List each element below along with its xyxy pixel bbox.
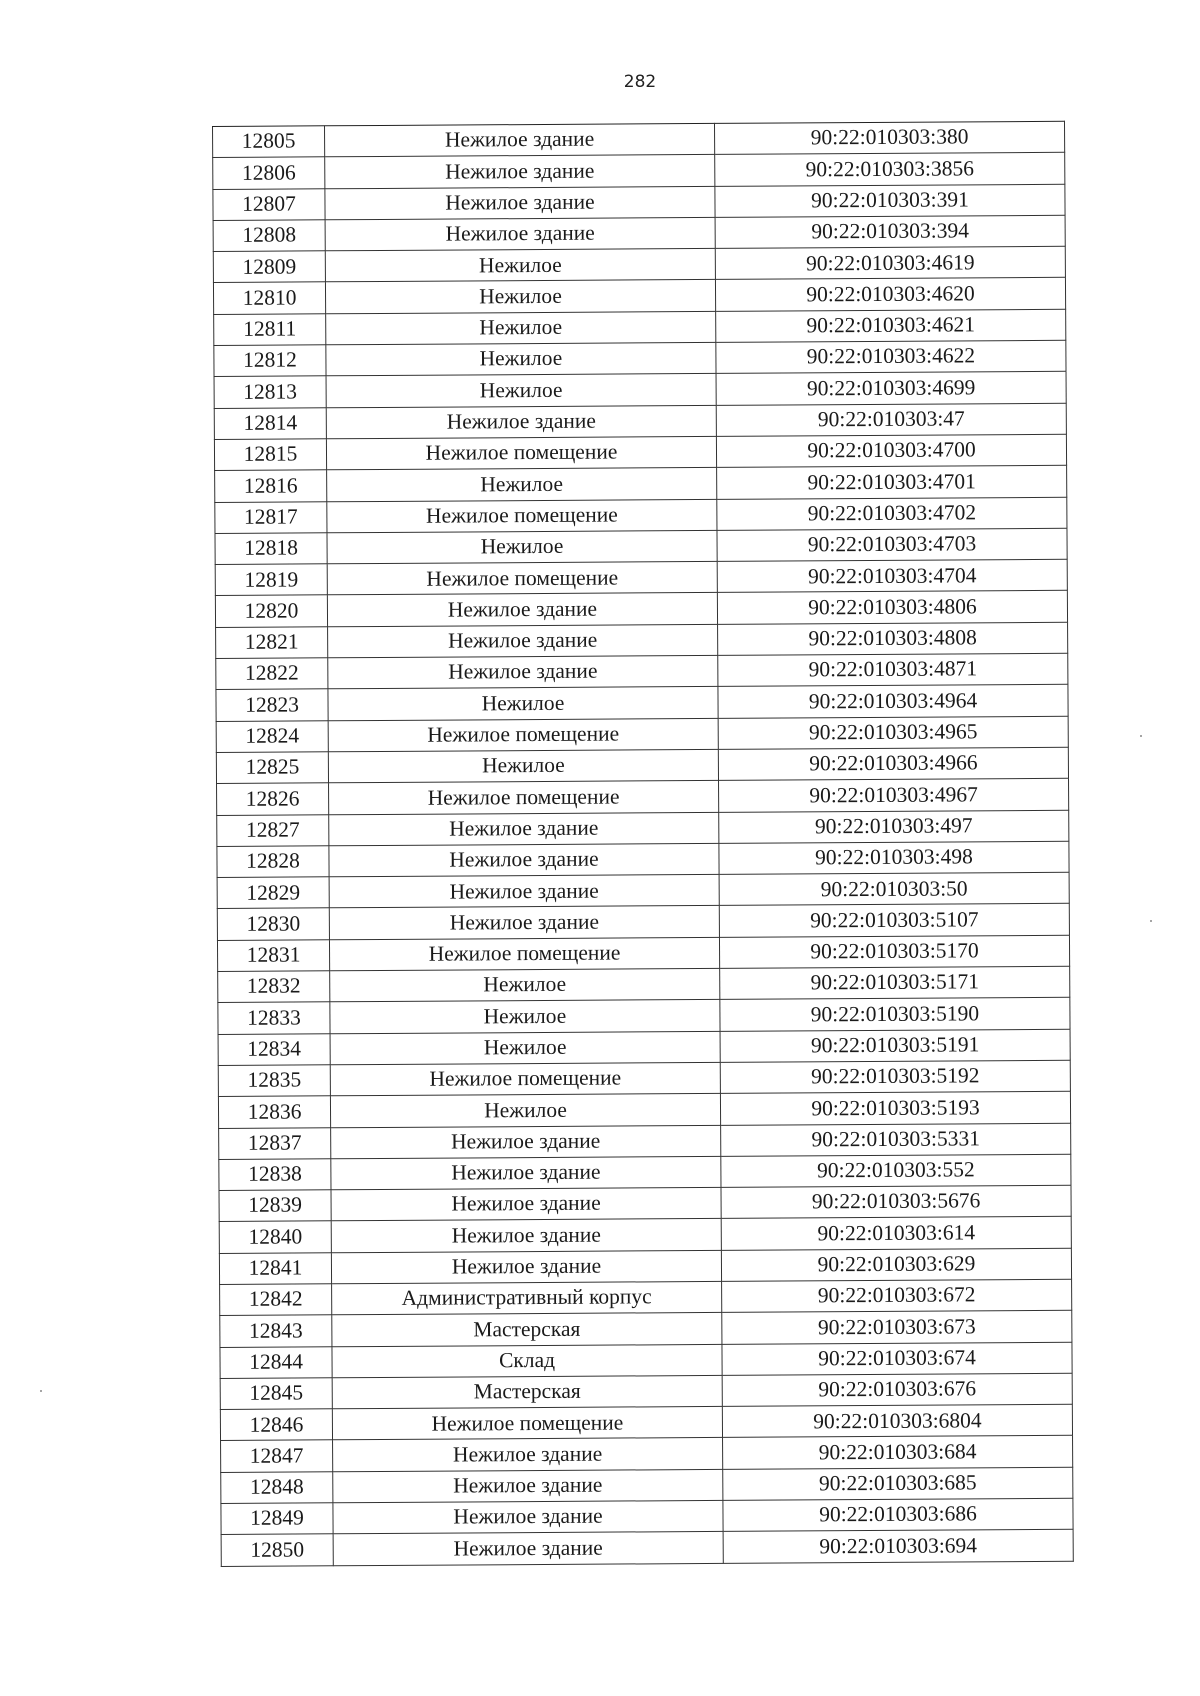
table-row bbox=[214, 372, 1066, 409]
table-row bbox=[221, 1436, 1073, 1473]
cadastral-number-cell: 90:22:010303:694 bbox=[723, 1530, 1073, 1563]
row-number-cell: 12835 bbox=[218, 1065, 330, 1097]
row-number-cell: 12843 bbox=[220, 1315, 332, 1347]
table-row bbox=[214, 340, 1066, 377]
table-row bbox=[220, 1342, 1072, 1379]
table-row bbox=[214, 309, 1066, 346]
table-row bbox=[218, 1060, 1070, 1097]
cadastral-number-cell: 90:22:010303:5107 bbox=[719, 904, 1069, 937]
object-name-cell: Нежилое здание bbox=[331, 1125, 721, 1159]
row-number-cell: 12806 bbox=[213, 157, 325, 189]
object-name-cell: Нежилое помещение bbox=[326, 436, 716, 470]
object-name-cell: Нежилое здание bbox=[325, 155, 715, 189]
row-number-cell: 12813 bbox=[214, 376, 326, 408]
object-name-cell: Нежилое bbox=[325, 280, 715, 314]
row-number-cell: 12846 bbox=[220, 1409, 332, 1441]
cadastral-number-cell: 90:22:010303:673 bbox=[722, 1311, 1072, 1344]
row-number-cell: 12810 bbox=[213, 282, 325, 314]
cadastral-number-cell: 90:22:010303:4621 bbox=[716, 309, 1066, 342]
table-row bbox=[220, 1404, 1072, 1441]
table-row bbox=[213, 278, 1065, 315]
row-number-cell: 12809 bbox=[213, 251, 325, 283]
table-row bbox=[220, 1373, 1072, 1410]
row-number-cell: 12819 bbox=[215, 564, 327, 596]
object-name-cell: Нежилое bbox=[328, 749, 718, 783]
row-number-cell: 12817 bbox=[215, 501, 327, 533]
cadastral-number-cell: 90:22:010303:674 bbox=[722, 1342, 1072, 1375]
object-name-cell: Нежилое bbox=[326, 311, 716, 345]
cadastral-number-cell: 90:22:010303:5170 bbox=[719, 935, 1069, 968]
table-row bbox=[220, 1279, 1072, 1316]
row-number-cell: 12840 bbox=[219, 1221, 331, 1253]
table-row bbox=[219, 1123, 1071, 1160]
table-row bbox=[215, 497, 1067, 534]
cadastral-number-cell: 90:22:010303:4871 bbox=[718, 653, 1068, 686]
cadastral-number-cell: 90:22:010303:672 bbox=[722, 1279, 1072, 1312]
object-name-cell: Нежилое здание bbox=[329, 812, 719, 846]
table-row bbox=[219, 1248, 1071, 1285]
row-number-cell: 12814 bbox=[214, 407, 326, 439]
row-number-cell: 12834 bbox=[218, 1033, 330, 1065]
row-number-cell: 12837 bbox=[219, 1127, 331, 1159]
object-name-cell: Нежилое bbox=[327, 468, 717, 502]
row-number-cell: 12844 bbox=[220, 1346, 332, 1378]
object-name-cell: Нежилое здание bbox=[331, 1188, 721, 1222]
row-number-cell: 12826 bbox=[217, 783, 329, 815]
row-number-cell: 12831 bbox=[217, 940, 329, 972]
row-number-cell: 12847 bbox=[221, 1440, 333, 1472]
scan-speck bbox=[1150, 920, 1152, 922]
cadastral-number-cell: 90:22:010303:4704 bbox=[717, 559, 1067, 592]
row-number-cell: 12830 bbox=[217, 908, 329, 940]
object-name-cell: Нежилое здание bbox=[331, 1219, 721, 1253]
cadastral-number-cell: 90:22:010303:685 bbox=[723, 1467, 1073, 1500]
cadastral-number-cell: 90:22:010303:4964 bbox=[718, 685, 1068, 718]
cadastral-number-cell: 90:22:010303:5191 bbox=[720, 1029, 1070, 1062]
object-name-cell: Нежилое здание bbox=[333, 1469, 723, 1503]
table-row bbox=[217, 841, 1069, 878]
cadastral-number-cell: 90:22:010303:5331 bbox=[721, 1123, 1071, 1156]
cadastral-number-cell: 90:22:010303:5676 bbox=[721, 1185, 1071, 1218]
row-number-cell: 12815 bbox=[214, 439, 326, 471]
object-name-cell: Нежилое bbox=[330, 968, 720, 1002]
cadastral-number-cell: 90:22:010303:4619 bbox=[715, 246, 1065, 279]
table-row bbox=[216, 747, 1068, 784]
row-number-cell: 12832 bbox=[218, 971, 330, 1003]
object-name-cell: Нежилое bbox=[330, 1000, 720, 1034]
object-name-cell: Нежилое помещение bbox=[328, 718, 718, 752]
cadastral-number-cell: 90:22:010303:4701 bbox=[717, 466, 1067, 499]
table-row bbox=[216, 622, 1068, 659]
row-number-cell: 12818 bbox=[215, 533, 327, 565]
table-row bbox=[218, 998, 1070, 1035]
table-row bbox=[220, 1311, 1072, 1348]
cadastral-number-cell: 90:22:010303:4700 bbox=[716, 434, 1066, 467]
object-name-cell: Нежилое помещение bbox=[327, 562, 717, 596]
cadastral-number-cell: 90:22:010303:4808 bbox=[718, 622, 1068, 655]
cadastral-number-cell: 90:22:010303:3856 bbox=[715, 153, 1065, 186]
row-number-cell: 12839 bbox=[219, 1190, 331, 1222]
object-name-cell: Нежилое помещение bbox=[329, 781, 719, 815]
object-name-cell: Нежилое bbox=[330, 1094, 720, 1128]
object-name-cell: Нежилое здание bbox=[326, 405, 716, 439]
table-row bbox=[216, 685, 1068, 722]
object-name-cell: Нежилое здание bbox=[325, 217, 715, 251]
registry-table bbox=[212, 121, 1074, 1567]
cadastral-number-cell: 90:22:010303:497 bbox=[719, 810, 1069, 843]
row-number-cell: 12842 bbox=[220, 1284, 332, 1316]
table-row bbox=[217, 872, 1069, 909]
table-row bbox=[218, 1029, 1070, 1066]
row-number-cell: 12822 bbox=[216, 658, 328, 690]
table-row bbox=[213, 246, 1065, 283]
table-row bbox=[216, 653, 1068, 690]
cadastral-number-cell: 90:22:010303:684 bbox=[723, 1436, 1073, 1469]
object-name-cell: Нежилое помещение bbox=[327, 499, 717, 533]
cadastral-number-cell: 90:22:010303:4622 bbox=[716, 340, 1066, 373]
object-name-cell: Нежилое здание bbox=[333, 1438, 723, 1472]
cadastral-number-cell: 90:22:010303:4806 bbox=[717, 591, 1067, 624]
table-row bbox=[214, 403, 1066, 440]
object-name-cell: Нежилое здание bbox=[333, 1500, 723, 1534]
cadastral-number-cell: 90:22:010303:5192 bbox=[720, 1060, 1070, 1093]
row-number-cell: 12824 bbox=[216, 720, 328, 752]
object-name-cell: Нежилое здание bbox=[328, 655, 718, 689]
object-name-cell: Нежилое здание bbox=[329, 906, 719, 940]
cadastral-number-cell: 90:22:010303:47 bbox=[716, 403, 1066, 436]
table-row bbox=[219, 1217, 1071, 1254]
table-row bbox=[213, 153, 1065, 190]
cadastral-number-cell: 90:22:010303:380 bbox=[714, 121, 1064, 154]
row-number-cell: 12838 bbox=[219, 1159, 331, 1191]
object-name-cell: Нежилое здание bbox=[325, 123, 715, 157]
row-number-cell: 12820 bbox=[215, 595, 327, 627]
object-name-cell: Нежилое bbox=[325, 249, 715, 283]
table-row bbox=[219, 1154, 1071, 1191]
object-name-cell: Нежилое bbox=[328, 687, 718, 721]
cadastral-number-cell: 90:22:010303:391 bbox=[715, 184, 1065, 217]
row-number-cell: 12805 bbox=[213, 126, 325, 158]
table-row bbox=[213, 215, 1065, 252]
scan-speck bbox=[1140, 735, 1142, 737]
object-name-cell: Нежилое bbox=[330, 1031, 720, 1065]
registry-table-container bbox=[212, 121, 1073, 1567]
row-number-cell: 12849 bbox=[221, 1503, 333, 1535]
cadastral-number-cell: 90:22:010303:4966 bbox=[718, 747, 1068, 780]
row-number-cell: 12828 bbox=[217, 846, 329, 878]
table-row bbox=[215, 466, 1067, 503]
cadastral-number-cell: 90:22:010303:4703 bbox=[717, 528, 1067, 561]
table-row bbox=[215, 559, 1067, 596]
table-row bbox=[215, 528, 1067, 565]
table-row bbox=[219, 1185, 1071, 1222]
object-name-cell: Нежилое здание bbox=[325, 186, 715, 220]
cadastral-number-cell: 90:22:010303:4967 bbox=[719, 779, 1069, 812]
page-number: 282 bbox=[623, 72, 657, 92]
row-number-cell: 12841 bbox=[219, 1252, 331, 1284]
object-name-cell: Склад bbox=[332, 1344, 722, 1378]
cadastral-number-cell: 90:22:010303:394 bbox=[715, 215, 1065, 248]
table-row bbox=[217, 810, 1069, 847]
table-row bbox=[217, 904, 1069, 941]
table-row bbox=[218, 966, 1070, 1003]
object-name-cell: Административный корпус bbox=[332, 1281, 722, 1315]
table-row bbox=[217, 779, 1069, 816]
table-row bbox=[213, 184, 1065, 221]
row-number-cell: 12807 bbox=[213, 188, 325, 220]
object-name-cell: Нежилое здание bbox=[327, 593, 717, 627]
cadastral-number-cell: 90:22:010303:676 bbox=[722, 1373, 1072, 1406]
row-number-cell: 12836 bbox=[218, 1096, 330, 1128]
cadastral-number-cell: 90:22:010303:5171 bbox=[720, 966, 1070, 999]
cadastral-number-cell: 90:22:010303:4699 bbox=[716, 372, 1066, 405]
object-name-cell: Нежилое bbox=[326, 343, 716, 377]
object-name-cell: Нежилое здание bbox=[328, 624, 718, 658]
registry-table-body bbox=[213, 121, 1074, 1566]
table-row bbox=[217, 935, 1069, 972]
row-number-cell: 12823 bbox=[216, 689, 328, 721]
cadastral-number-cell: 90:22:010303:4965 bbox=[718, 716, 1068, 749]
cadastral-number-cell: 90:22:010303:6804 bbox=[722, 1404, 1072, 1437]
cadastral-number-cell: 90:22:010303:686 bbox=[723, 1498, 1073, 1531]
row-number-cell: 12811 bbox=[214, 314, 326, 346]
row-number-cell: 12808 bbox=[213, 220, 325, 252]
object-name-cell: Мастерская bbox=[332, 1375, 722, 1409]
object-name-cell: Нежилое bbox=[326, 374, 716, 408]
table-row bbox=[221, 1467, 1073, 1504]
object-name-cell: Мастерская bbox=[332, 1313, 722, 1347]
table-row bbox=[213, 121, 1065, 158]
object-name-cell: Нежилое помещение bbox=[330, 1062, 720, 1096]
object-name-cell: Нежилое здание bbox=[333, 1532, 723, 1566]
row-number-cell: 12816 bbox=[215, 470, 327, 502]
row-number-cell: 12848 bbox=[221, 1472, 333, 1504]
cadastral-number-cell: 90:22:010303:5190 bbox=[720, 998, 1070, 1031]
row-number-cell: 12827 bbox=[217, 814, 329, 846]
cadastral-number-cell: 90:22:010303:4702 bbox=[717, 497, 1067, 530]
row-number-cell: 12825 bbox=[216, 752, 328, 784]
cadastral-number-cell: 90:22:010303:552 bbox=[721, 1154, 1071, 1187]
row-number-cell: 12829 bbox=[217, 877, 329, 909]
row-number-cell: 12833 bbox=[218, 1002, 330, 1034]
table-row bbox=[221, 1498, 1073, 1535]
object-name-cell: Нежилое здание bbox=[329, 875, 719, 909]
object-name-cell: Нежилое здание bbox=[331, 1156, 721, 1190]
table-row bbox=[215, 591, 1067, 628]
cadastral-number-cell: 90:22:010303:629 bbox=[721, 1248, 1071, 1281]
object-name-cell: Нежилое bbox=[327, 530, 717, 564]
row-number-cell: 12845 bbox=[220, 1378, 332, 1410]
row-number-cell: 12850 bbox=[221, 1534, 333, 1566]
cadastral-number-cell: 90:22:010303:498 bbox=[719, 841, 1069, 874]
object-name-cell: Нежилое помещение bbox=[332, 1407, 722, 1441]
table-row bbox=[216, 716, 1068, 753]
cadastral-number-cell: 90:22:010303:50 bbox=[719, 872, 1069, 905]
row-number-cell: 12812 bbox=[214, 345, 326, 377]
cadastral-number-cell: 90:22:010303:5193 bbox=[720, 1091, 1070, 1124]
table-row bbox=[218, 1091, 1070, 1128]
object-name-cell: Нежилое помещение bbox=[329, 937, 719, 971]
cadastral-number-cell: 90:22:010303:4620 bbox=[715, 278, 1065, 311]
object-name-cell: Нежилое здание bbox=[329, 843, 719, 877]
cadastral-number-cell: 90:22:010303:614 bbox=[721, 1217, 1071, 1250]
table-row bbox=[214, 434, 1066, 471]
object-name-cell: Нежилое здание bbox=[331, 1250, 721, 1284]
row-number-cell: 12821 bbox=[216, 627, 328, 659]
table-row bbox=[221, 1530, 1073, 1567]
scan-speck bbox=[40, 1390, 42, 1392]
